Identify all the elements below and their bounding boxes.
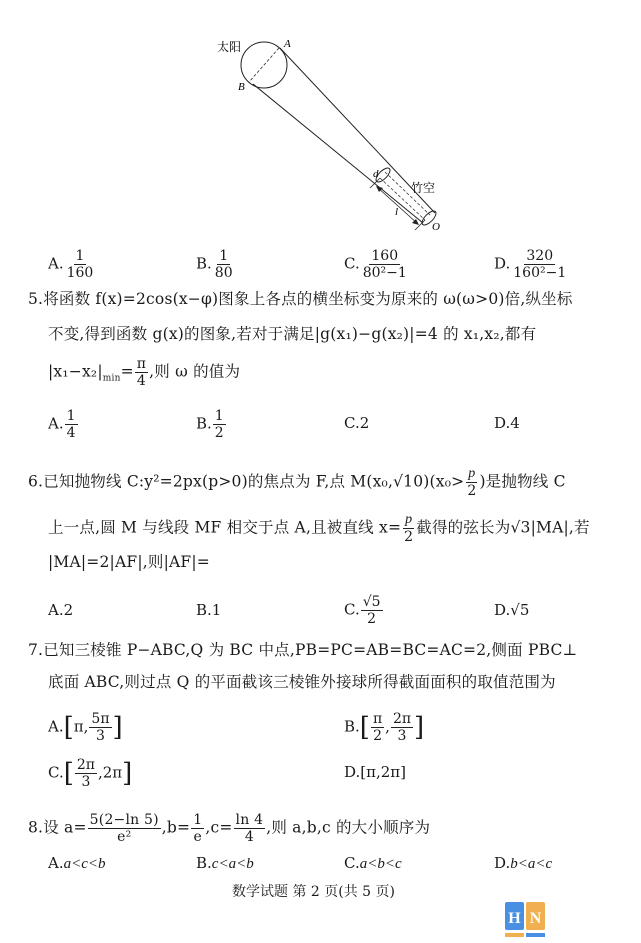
fraction: $\frac{\ln 4}{4}$ [235, 812, 264, 845]
fraction: $\frac{320}{\text{160²−1}}$ [513, 248, 567, 281]
sun-diameter-ab [249, 48, 279, 82]
q4-option-b: B. $\frac{1}{80}$ [196, 248, 233, 281]
q7-option-d: D.[π,2π] [344, 763, 406, 781]
q5-line-2: 不变,得到函数 g(x)的图象,若对于满足|g(x₁)−g(x₂)|=4 的 x₁,x₂,都有 [48, 325, 537, 343]
fraction: $\frac{1}{e}$ [193, 812, 203, 845]
q5-option-a: A. $\frac{1}{4}$ [48, 408, 76, 441]
tube-label: 竹空 [411, 181, 436, 195]
ray-b [253, 84, 423, 223]
q6-option-b: B.1 [196, 601, 222, 619]
question-number: 5. [28, 290, 44, 308]
diameter-label: d [373, 168, 379, 180]
sun-label: 太阳 [217, 40, 242, 54]
page-footer: 数学试题 第 2 页(共 5 页) [232, 884, 395, 900]
fraction: $\frac{2\pi}{3}$ [76, 757, 95, 790]
fraction: $\frac{p}{2}$ [467, 466, 477, 499]
q6-line-1: 6.已知抛物线 C:y²=2px(p>0)的焦点为 F,点 M(x₀,√10)(x₀> $\frac{p}{2}$ )是抛物线 C [28, 466, 566, 499]
fraction: $\frac{1}{160}$ [66, 248, 94, 281]
q5-option-b: B. $\frac{1}{2}$ [196, 408, 224, 441]
q8-option-a: A.a<c<b [48, 854, 106, 872]
q6-option-a: A.2 [48, 601, 74, 619]
logo-base-left [505, 933, 524, 937]
q7-option-b: B.[ $\frac{\pi}{2}$ , $\frac{2\pi}{3}$ ] [344, 711, 425, 744]
q5-option-d: D.4 [494, 414, 520, 432]
length-label: l [395, 206, 399, 218]
fraction: $\frac{1}{4}$ [66, 408, 76, 441]
q4-option-c: C. $\frac{160}{\text{80²−1}}$ [344, 248, 407, 281]
fraction: $\frac{160}{\text{80²−1}}$ [362, 248, 407, 281]
q5-option-c: C.2 [344, 414, 370, 432]
fraction: $\frac{√5}{2}$ [362, 594, 381, 627]
q8-option-b: B.c<a<b [196, 854, 254, 872]
q8-line-1: 8.设 a= $\frac{5(2-\ln 5)}{\text{e²}}$ ,b= $\frac{1}{e}$ ,c= $\frac{\ln 4}{4}$ ,则 a,b,c 的大小顺序为 [28, 812, 431, 845]
q6-option-d: D.√5 [494, 601, 530, 619]
q7-option-c: C.[ $\frac{2\pi}{3}$ ,2π] [48, 757, 133, 790]
q7-line-1: 7.已知三棱锥 P−ABC,Q 为 BC 中点,PB=PC=AB=BC=AC=2,侧面 PBC⊥ [28, 641, 578, 659]
q5-line-1: 5.将函数 f(x)=2cos(x−φ)图象上各点的横坐标变为原来的 ω(ω>0)倍,纵坐标 [28, 290, 573, 308]
question-number: 6. [28, 472, 44, 491]
logo-letter-h: H [508, 910, 521, 927]
q7-option-a: A.[π, $\frac{5\pi}{3}$ ] [48, 711, 123, 744]
q5-line-3: $|x_1-x_2|_{min}=$ $\frac{\pi}{4}$ ,则 ω 的值为 [48, 356, 241, 389]
fraction: $\frac{2\pi}{3}$ [392, 711, 412, 744]
point-a-label: A [284, 38, 291, 50]
question-number: 8. [28, 818, 44, 837]
fraction: $\frac{\pi}{4}$ [136, 356, 147, 389]
point-o-label: O [432, 221, 440, 233]
q7-line-2: 底面 ABC,则过点 Q 的平面截该三棱锥外接球所得截面面积的取值范围为 [48, 673, 556, 691]
fraction: $\frac{5\pi}{3}$ [91, 711, 110, 744]
hn-logo-icon [503, 900, 547, 940]
q6-line-3: |MA|=2|AF|,则|AF|= [48, 553, 210, 571]
fraction: $\frac{\pi}{2}$ [372, 711, 383, 744]
logo-letter-n: N [529, 910, 542, 927]
q8-option-c: C.a<b<c [344, 854, 402, 872]
logo-base-right [526, 933, 545, 937]
point-b-label: B [238, 81, 245, 93]
q4-option-a: A. $\frac{1}{160}$ [48, 248, 94, 281]
fraction: $\frac{1}{2}$ [214, 408, 224, 441]
fraction: $\frac{1}{80}$ [214, 248, 233, 281]
question-number: 7. [28, 641, 44, 659]
q6-line-2: 上一点,圆 M 与线段 MF 相交于点 A,且被直线 x= $\frac{p}{2}$ 截得的弦长为√3|MA|,若 [48, 512, 590, 545]
fraction: $\frac{5(2-\ln 5)}{\text{e²}}$ [89, 812, 159, 845]
q6-option-c: C. $\frac{√5}{2}$ [344, 594, 381, 627]
q8-option-d: D.b<a<c [494, 854, 553, 872]
fraction: $\frac{p}{2}$ [404, 512, 414, 545]
q4-option-d: D. $\frac{320}{\text{160²−1}}$ [494, 248, 567, 281]
sun-tube-diagram [180, 20, 460, 240]
